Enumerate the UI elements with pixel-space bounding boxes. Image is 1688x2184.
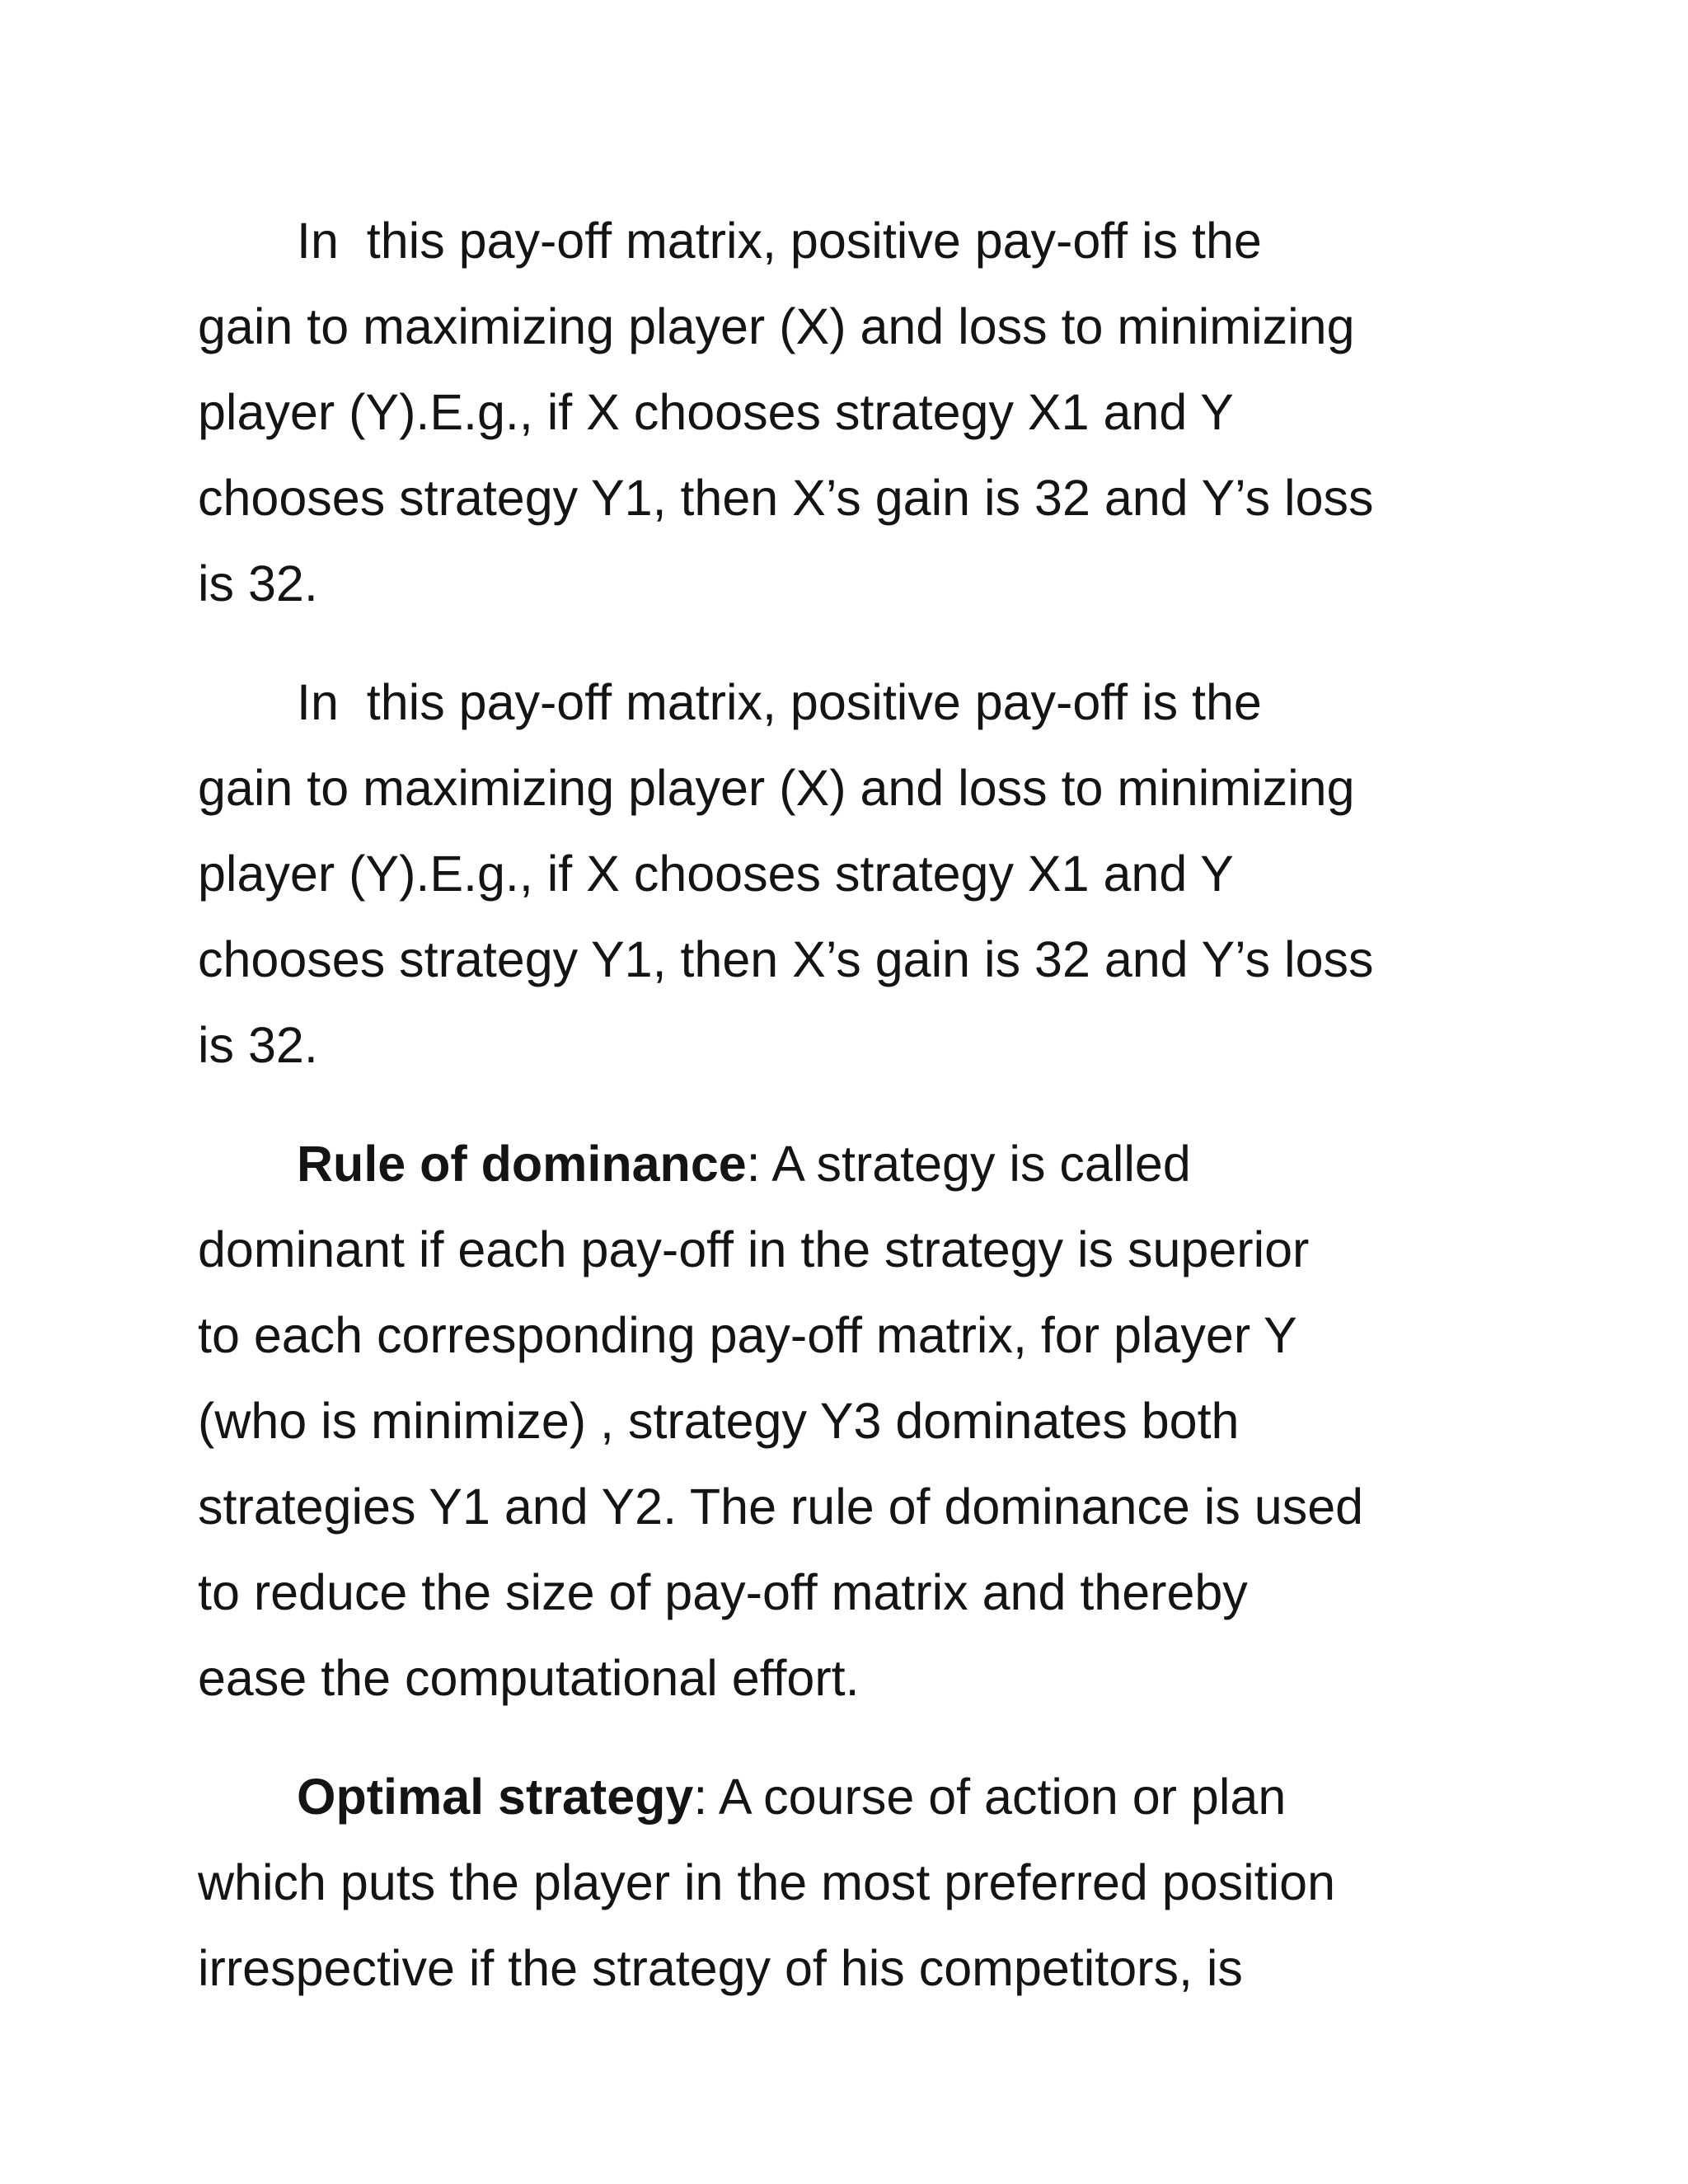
paragraph-rule-of-dominance bbox=[198, 1121, 1500, 1721]
term-rule-of-dominance: Rule of dominance bbox=[297, 1136, 747, 1192]
page-content bbox=[198, 198, 1500, 2044]
paragraph-payoff-explanation-2 bbox=[198, 659, 1500, 1088]
paragraph-payoff-explanation-1 bbox=[198, 198, 1500, 626]
paragraph-text: : A strategy is called dominant if each pay-off in the strategy is superior to each corresponding pay-off matrix, for player Y (who is minimize) , strategy Y3 dominates both strategies Y1 and Y2. The rule of dominance is used to reduce the size of pay-off matrix and thereby ease the computational effort. bbox=[198, 1136, 1364, 1706]
paragraph-text: : A course of action or plan which puts the player in the most preferred position irrespective if the strategy of his competitors, is bbox=[198, 1769, 1336, 1996]
term-optimal-strategy: Optimal strategy bbox=[297, 1769, 694, 1825]
paragraph-text: In this pay-off matrix, positive pay-off is the gain to maximizing player (X) and loss to minimizing player (Y).E.g., if X chooses strategy X1 and Y chooses strategy Y1, then X’s gain is 32 and Y’s loss is 32. bbox=[198, 674, 1374, 1073]
paragraph-text: In this pay-off matrix, positive pay-off is the gain to maximizing player (X) and loss to minimizing player (Y).E.g., if X chooses strategy X1 and Y chooses strategy Y1, then X’s gain is 32 and Y’s loss is 32. bbox=[198, 213, 1374, 612]
paragraph-optimal-strategy bbox=[198, 1754, 1500, 2011]
